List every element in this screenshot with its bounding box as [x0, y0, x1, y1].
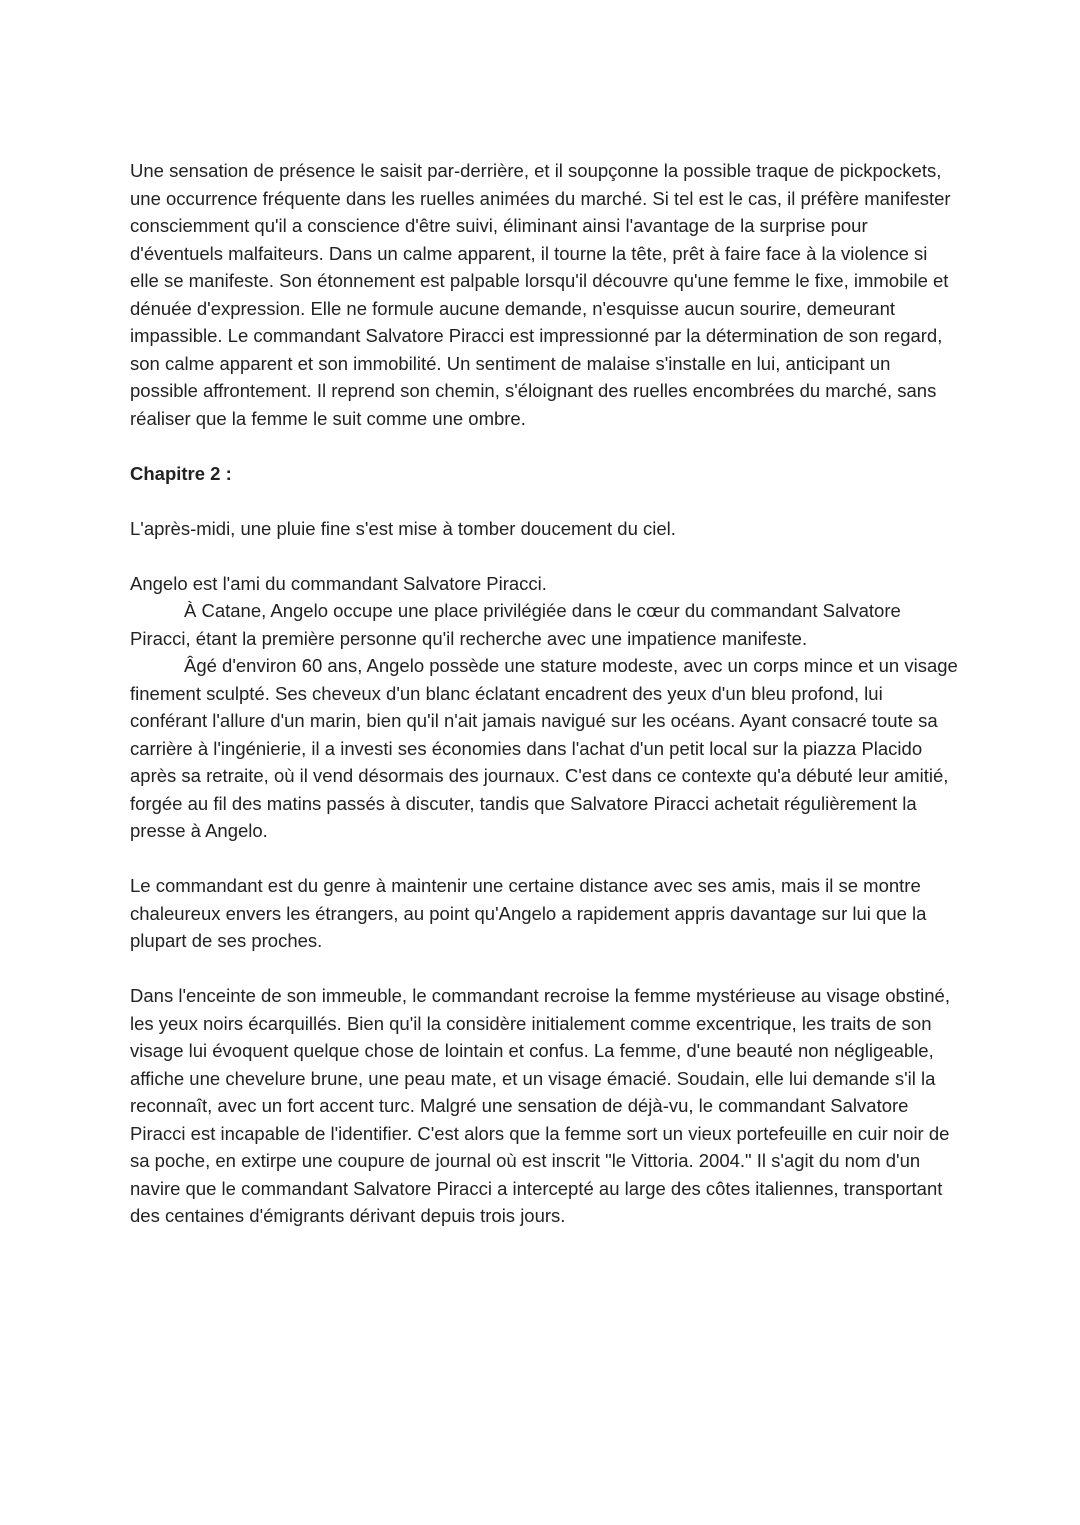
spacer [130, 845, 960, 873]
paragraph-7: Dans l'enceinte de son immeuble, le commandant recroise la femme mystérieuse au visage obstiné, les yeux noirs écarquillés. Bien qu'il la considère initialement comme excentrique, les traits de son visage lui évoquent quelque chose de lointain et confus. La femme, d'une beauté non négligeable, affiche une chevelure brune, une peau mate, et un visage émacié. Soudain, elle lui demande s'il la reconnaît, avec un fort accent turc. Malgré une sensation de déjà-vu, le commandant Salvatore Piracci est incapable de l'identifier. C'est alors que la femme sort un vieux portefeuille en cuir noir de sa poche, en extirpe une coupure de journal où est inscrit "le Vittoria. 2004." Il s'agit du nom d'un navire que le commandant Salvatore Piracci a intercepté au large des côtes italiennes, transportant des centaines d'émigrants dérivant depuis trois jours. [130, 985, 950, 1226]
spacer [130, 432, 960, 460]
paragraph-5: Âgé d'environ 60 ans, Angelo possède une stature modeste, avec un corps mince et un visage finement sculpté. Ses cheveux d'un blanc éclatant encadrent des yeux d'un bleu profond, lui conférant l'allure d'un marin, bien qu'il n'ait jamais navigué sur les océans. Ayant consacré toute sa carrière à l'ingénierie, il a investi ses économies dans l'achat d'un petit local sur la piazza Placido après sa retraite, où il vend désormais des journaux. C'est dans ce contexte qu'a débuté leur amitié, forgée au fil des matins passés à discuter, tandis que Salvatore Piracci achetait régulièrement la presse à Angelo. [130, 655, 958, 841]
paragraph-3: Angelo est l'ami du commandant Salvatore Piracci. [130, 572, 547, 594]
paragraph-6: Le commandant est du genre à maintenir une certaine distance avec ses amis, mais il se montre chaleureux envers les étrangers, au point qu'Angelo a rapidement appris davantage sur lui que la plupart de ses proches. [130, 875, 927, 951]
paragraph-2: L'après-midi, une pluie fine s'est mise à tomber doucement du ciel. [130, 517, 676, 539]
chapter-heading: Chapitre 2 : [130, 462, 232, 484]
spacer [130, 542, 960, 570]
paragraph-1: Une sensation de présence le saisit par-derrière, et il soupçonne la possible traque de pickpockets, une occurrence fréquente dans les ruelles animées du marché. Si tel est le cas, il préfère manifester consciemment qu'il a conscience d'être suivi, éliminant ainsi l'avantage de la surprise pour d'éventuels malfaiteurs. Dans un calme apparent, il tourne la tête, prêt à faire face à la violence si elle se manifeste. Son étonnement est palpable lorsqu'il découvre qu'une femme le fixe, immobile et dénuée d'expression. Elle ne formule aucune demande, n'esquisse aucun sourire, demeurant impassible. Le commandant Salvatore Piracci est impressionné par la détermination de son regard, son calme apparent et son immobilité. Un sentiment de malaise s'installe en lui, anticipant un possible affrontement. Il reprend son chemin, s'éloignant des ruelles encombrées du marché, sans réaliser que la femme le suit comme une ombre. [130, 160, 951, 429]
paragraph-4: À Catane, Angelo occupe une place privilégiée dans le cœur du commandant Salvatore Piracci, étant la première personne qu'il recherche avec une impatience manifeste. [130, 600, 901, 649]
document-page [130, 157, 960, 1230]
spacer [130, 487, 960, 515]
spacer [130, 955, 960, 983]
